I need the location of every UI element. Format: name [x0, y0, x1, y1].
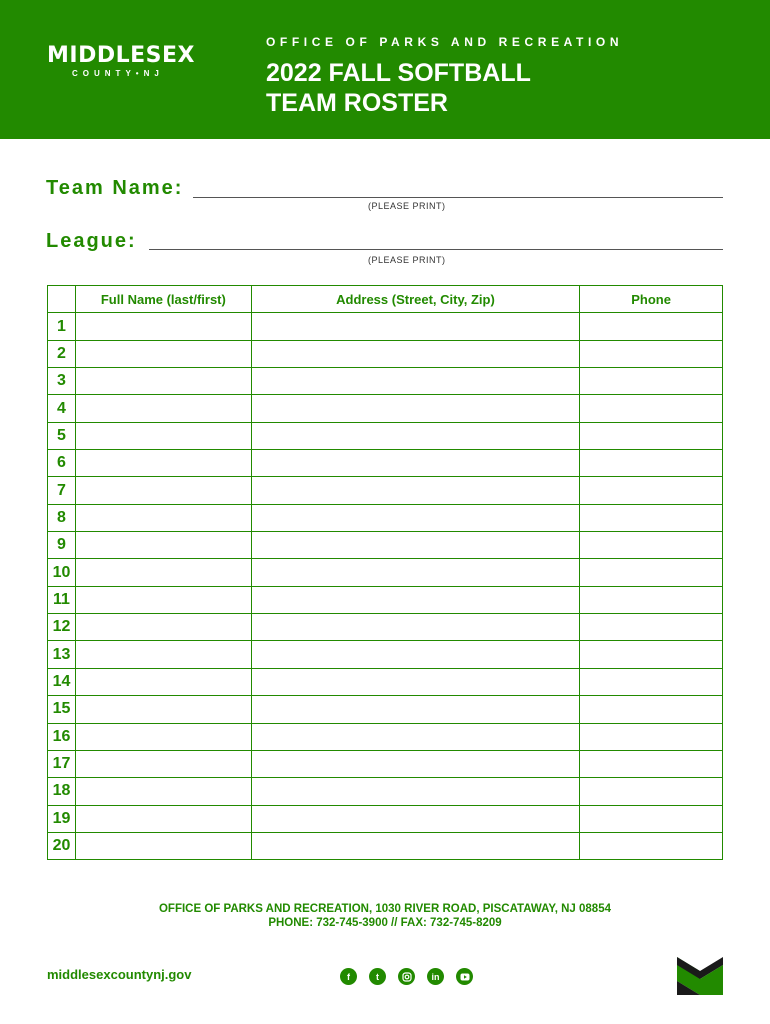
facebook-icon[interactable]: f — [340, 968, 357, 985]
instagram-icon[interactable] — [398, 968, 415, 985]
row-number: 2 — [48, 340, 76, 367]
table-row — [48, 586, 723, 613]
full-name-cell[interactable] — [75, 668, 251, 695]
address-cell[interactable] — [251, 723, 579, 750]
address-cell[interactable] — [251, 504, 579, 531]
address-cell[interactable] — [251, 805, 579, 832]
full-name-cell[interactable] — [75, 504, 251, 531]
team-name-label: Team Name: — [46, 177, 184, 199]
full-name-cell[interactable] — [75, 641, 251, 668]
phone-cell[interactable] — [580, 586, 723, 613]
header-phone: Phone — [580, 286, 723, 313]
table-row — [48, 313, 723, 340]
full-name-cell[interactable] — [75, 586, 251, 613]
full-name-cell[interactable] — [75, 422, 251, 449]
office-name: OFFICE OF PARKS AND RECREATION — [266, 35, 624, 49]
table-row — [48, 368, 723, 395]
title-line-2: TEAM ROSTER — [266, 89, 448, 117]
table-row — [48, 668, 723, 695]
address-cell[interactable] — [251, 422, 579, 449]
website-link[interactable]: middlesexcountynj.gov — [47, 967, 192, 982]
row-number: 17 — [48, 750, 76, 777]
full-name-cell[interactable] — [75, 832, 251, 859]
county-m-logo-icon — [677, 957, 723, 995]
phone-cell[interactable] — [580, 313, 723, 340]
table-row — [48, 450, 723, 477]
phone-cell[interactable] — [580, 477, 723, 504]
table-row — [48, 559, 723, 586]
phone-cell[interactable] — [580, 778, 723, 805]
table-row — [48, 614, 723, 641]
page-title — [266, 58, 666, 118]
title-line-1: 2022 FALL SOFTBALL — [266, 59, 531, 87]
phone-cell[interactable] — [580, 641, 723, 668]
address-cell[interactable] — [251, 559, 579, 586]
address-cell[interactable] — [251, 340, 579, 367]
youtube-icon[interactable] — [456, 968, 473, 985]
table-row — [48, 696, 723, 723]
phone-cell[interactable] — [580, 696, 723, 723]
row-number: 15 — [48, 696, 76, 723]
table-row — [48, 641, 723, 668]
row-number: 18 — [48, 778, 76, 805]
full-name-cell[interactable] — [75, 723, 251, 750]
full-name-cell[interactable] — [75, 778, 251, 805]
row-number: 3 — [48, 368, 76, 395]
logo-main-text: MIDDLESEX — [47, 43, 195, 68]
table-row — [48, 750, 723, 777]
phone-cell[interactable] — [580, 750, 723, 777]
middlesex-logo — [47, 44, 207, 78]
table-row — [48, 340, 723, 367]
header-address: Address (Street, City, Zip) — [251, 286, 579, 313]
full-name-cell[interactable] — [75, 340, 251, 367]
team-name-field[interactable] — [193, 197, 723, 198]
row-number: 9 — [48, 532, 76, 559]
full-name-cell[interactable] — [75, 696, 251, 723]
address-cell[interactable] — [251, 395, 579, 422]
phone-cell[interactable] — [580, 614, 723, 641]
league-field[interactable] — [149, 249, 723, 250]
full-name-cell[interactable] — [75, 805, 251, 832]
address-cell[interactable] — [251, 368, 579, 395]
phone-cell[interactable] — [580, 340, 723, 367]
phone-cell[interactable] — [580, 832, 723, 859]
row-number: 20 — [48, 832, 76, 859]
twitter-icon[interactable]: t — [369, 968, 386, 985]
row-number: 5 — [48, 422, 76, 449]
header-full-name: Full Name (last/first) — [75, 286, 251, 313]
address-cell[interactable] — [251, 668, 579, 695]
address-cell[interactable] — [251, 614, 579, 641]
row-number: 16 — [48, 723, 76, 750]
phone-cell[interactable] — [580, 532, 723, 559]
table-row — [48, 532, 723, 559]
address-cell[interactable] — [251, 778, 579, 805]
row-number: 14 — [48, 668, 76, 695]
phone-cell[interactable] — [580, 805, 723, 832]
full-name-cell[interactable] — [75, 313, 251, 340]
header-number — [48, 286, 76, 313]
row-number: 8 — [48, 504, 76, 531]
address-cell[interactable] — [251, 313, 579, 340]
row-number: 4 — [48, 395, 76, 422]
table-row — [48, 422, 723, 449]
address-cell[interactable] — [251, 641, 579, 668]
footer-address: OFFICE OF PARKS AND RECREATION, 1030 RIVER ROAD, PISCATAWAY, NJ 08854 — [158, 903, 611, 915]
league-label: League: — [46, 230, 137, 252]
address-cell[interactable] — [251, 832, 579, 859]
row-number: 11 — [48, 586, 76, 613]
table-row — [48, 832, 723, 859]
row-number: 7 — [48, 477, 76, 504]
full-name-cell[interactable] — [75, 450, 251, 477]
phone-cell[interactable] — [580, 723, 723, 750]
table-header-row — [48, 286, 723, 313]
table-row — [48, 395, 723, 422]
phone-cell[interactable] — [580, 668, 723, 695]
phone-cell[interactable] — [580, 450, 723, 477]
table-row — [48, 477, 723, 504]
logo-sub-text: COUNTY•NJ — [72, 69, 164, 78]
full-name-cell[interactable] — [75, 559, 251, 586]
row-number: 12 — [48, 614, 76, 641]
full-name-cell[interactable] — [75, 395, 251, 422]
phone-cell[interactable] — [580, 395, 723, 422]
address-cell[interactable] — [251, 586, 579, 613]
row-number: 6 — [48, 450, 76, 477]
phone-cell[interactable] — [580, 422, 723, 449]
league-hint: (PLEASE PRINT) — [368, 255, 446, 265]
table-row — [48, 723, 723, 750]
row-number: 1 — [48, 313, 76, 340]
full-name-cell[interactable] — [75, 614, 251, 641]
full-name-cell[interactable] — [75, 532, 251, 559]
social-links — [340, 968, 485, 985]
table-row — [48, 504, 723, 531]
roster-table — [47, 285, 723, 860]
phone-cell[interactable] — [580, 504, 723, 531]
address-cell[interactable] — [251, 696, 579, 723]
full-name-cell[interactable] — [75, 368, 251, 395]
phone-cell[interactable] — [580, 368, 723, 395]
team-name-hint: (PLEASE PRINT) — [368, 201, 446, 211]
full-name-cell[interactable] — [75, 477, 251, 504]
address-cell[interactable] — [251, 532, 579, 559]
row-number: 10 — [48, 559, 76, 586]
phone-cell[interactable] — [580, 559, 723, 586]
table-row — [48, 805, 723, 832]
table-row — [48, 778, 723, 805]
address-cell[interactable] — [251, 450, 579, 477]
full-name-cell[interactable] — [75, 750, 251, 777]
row-number: 13 — [48, 641, 76, 668]
row-number: 19 — [48, 805, 76, 832]
footer-phone: PHONE: 732-745-3900 // FAX: 732-745-8209 — [268, 917, 502, 929]
roster-body — [48, 313, 723, 860]
linkedin-icon[interactable]: in — [427, 968, 444, 985]
address-cell[interactable] — [251, 750, 579, 777]
header-banner — [0, 0, 770, 139]
address-cell[interactable] — [251, 477, 579, 504]
